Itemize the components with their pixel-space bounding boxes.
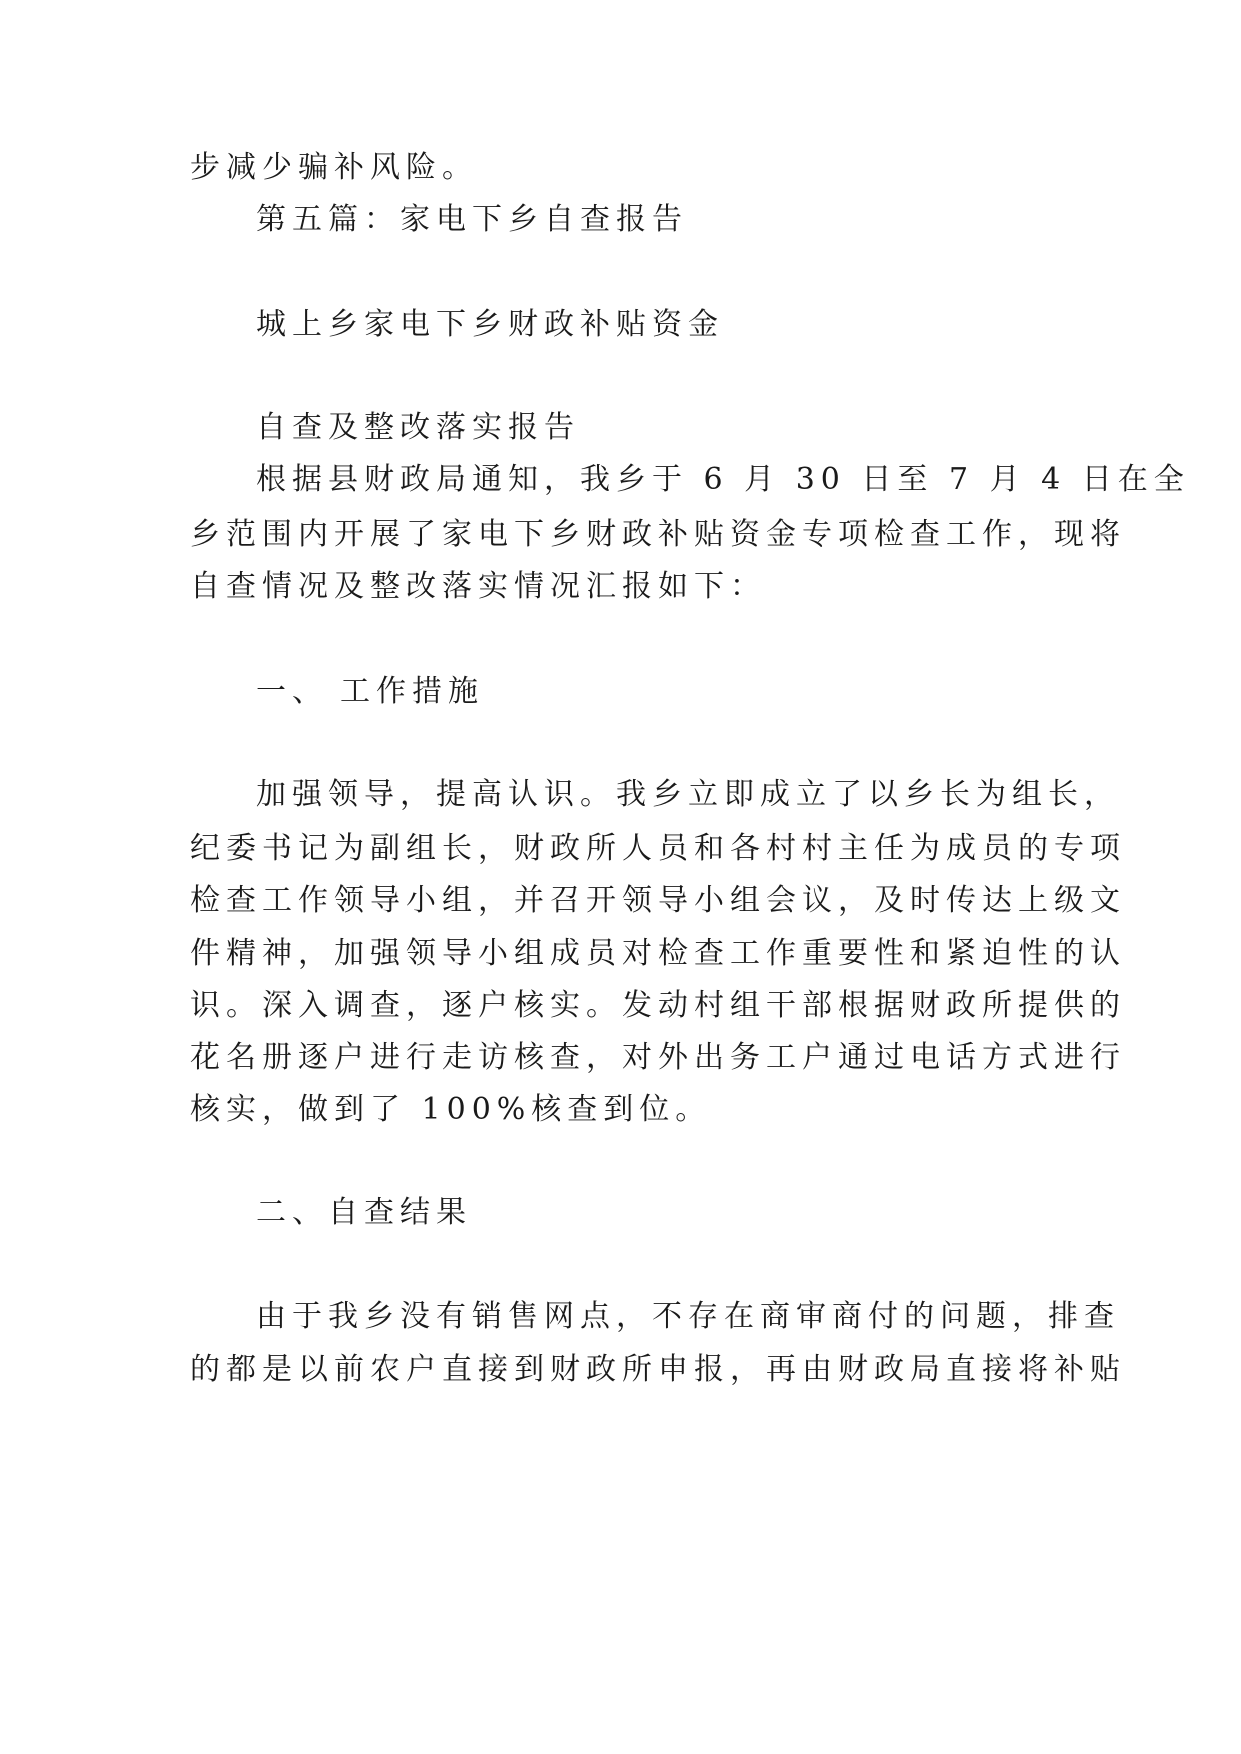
section1-paragraph-line: 件精神，加强领导小组成员对检查工作重要性和紧迫性的认 <box>190 936 1126 971</box>
section2-paragraph-line: 的都是以前农户直接到财政所申报，再由财政局直接将补贴 <box>190 1352 1126 1387</box>
section1-number: 一、 <box>256 674 328 709</box>
intro-line: 自查情况及整改落实情况汇报如下： <box>190 569 766 604</box>
section1-paragraph-line: 纪委书记为副组长，财政所人员和各村村主任为成员的专项 <box>190 831 1126 866</box>
section2-title: 二、自查结果 <box>256 1195 472 1230</box>
section2-paragraph-line: 由于我乡没有销售网点，不存在商审商付的问题，排查 <box>256 1299 1120 1334</box>
section1-paragraph-line: 花名册逐户进行走访核查，对外出务工户通过电话方式进行 <box>190 1040 1126 1075</box>
section1-paragraph-line: 检查工作领导小组，并召开领导小组会议，及时传达上级文 <box>190 883 1126 918</box>
intro-line: 根据县财政局通知，我乡于 6 月 30 日至 7 月 4 日在全 <box>256 462 1190 497</box>
continuation-line: 步减少骗补风险。 <box>190 150 478 185</box>
chapter-title: 第五篇：家电下乡自查报告 <box>256 202 688 237</box>
section1-paragraph-line: 加强领导，提高认识。我乡立即成立了以乡长为组长， <box>256 777 1120 812</box>
report-title-line2: 自查及整改落实报告 <box>256 410 580 445</box>
section1-title: 工作措施 <box>340 674 484 709</box>
intro-line: 乡范围内开展了家电下乡财政补贴资金专项检查工作，现将 <box>190 517 1126 552</box>
section1-paragraph-line: 核实，做到了 100%核查到位。 <box>190 1092 712 1127</box>
report-title-line1: 城上乡家电下乡财政补贴资金 <box>256 307 724 342</box>
section1-paragraph-line: 识。深入调查，逐户核实。发动村组干部根据财政所提供的 <box>190 988 1126 1023</box>
